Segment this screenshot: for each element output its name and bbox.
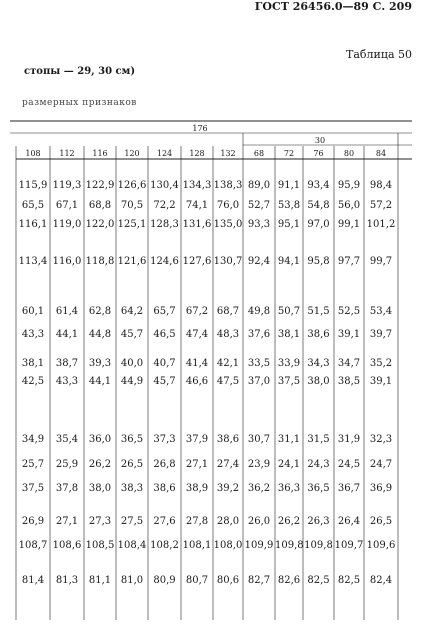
table-cell: 38,6 [153, 483, 176, 494]
table-cell: 32,3 [369, 434, 393, 445]
table-cell: 122,9 [85, 180, 115, 191]
table-cell: 130,4 [150, 180, 179, 191]
table-cell: 54,8 [307, 200, 330, 211]
table-cell: 52,7 [247, 200, 271, 211]
table-cell: 113,4 [18, 256, 48, 267]
table-cell: 38,3 [120, 483, 144, 494]
table-cell: 39,7 [369, 329, 393, 340]
table-cell: 53,8 [277, 200, 301, 211]
table-cell: 82,5 [337, 575, 361, 586]
table-cell: 27,1 [185, 459, 209, 470]
table-cell: 34,3 [307, 358, 330, 369]
table-cell: 27,5 [120, 516, 144, 527]
table-cell: 26,5 [369, 516, 393, 527]
table-cell: 38,0 [88, 483, 112, 494]
table-cell: 24,5 [337, 459, 361, 470]
table-cell: 131,6 [182, 219, 212, 230]
table-cell: 39,1 [369, 376, 393, 387]
table-cell: 26,4 [337, 516, 361, 527]
table-cell: 40,0 [120, 358, 144, 369]
table-cell: 65,5 [21, 200, 45, 211]
table-cell: 37,9 [185, 434, 209, 445]
table-cell: 44,8 [88, 329, 112, 340]
table-cell: 81,1 [88, 575, 112, 586]
table-cell: 72,2 [153, 200, 176, 211]
table-cell: 94,1 [277, 256, 301, 267]
table-cell: 80,7 [185, 575, 209, 586]
table-cell: 27,8 [185, 516, 209, 527]
table-cell: 109,8 [275, 540, 304, 551]
table-cell: 62,8 [88, 306, 112, 317]
column-header-76: 76 [313, 149, 324, 158]
table-cell: 118,8 [85, 256, 115, 267]
table-cell: 26,5 [120, 459, 144, 470]
table-cell: 45,7 [153, 376, 176, 387]
table-cell: 38,5 [337, 376, 361, 387]
table-cell: 47,5 [216, 376, 240, 387]
table-cell: 93,3 [247, 219, 271, 230]
table-cell: 30,7 [247, 434, 271, 445]
table-cell: 134,3 [182, 180, 212, 191]
group-header-30: 30 [314, 136, 326, 145]
column-header-68: 68 [253, 149, 265, 158]
table-cell: 37,0 [247, 376, 271, 387]
table-cell: 38,1 [21, 358, 45, 369]
table-cell: 26,0 [247, 516, 271, 527]
column-header-112: 112 [59, 149, 75, 158]
table-cell: 108,5 [85, 540, 115, 551]
table-cell: 44,1 [55, 329, 79, 340]
table-cell: 47,4 [185, 329, 209, 340]
table-cell: 44,1 [88, 376, 112, 387]
table-cell: 57,2 [369, 200, 393, 211]
table-cell: 36,3 [277, 483, 301, 494]
table-cell: 49,8 [247, 306, 271, 317]
table-cell: 38,6 [307, 329, 330, 340]
table-cell: 38,1 [277, 329, 301, 340]
table-cell: 44,9 [120, 376, 144, 387]
table-cell: 52,5 [337, 306, 361, 317]
table-cell: 60,1 [21, 306, 45, 317]
table-cell: 51,5 [307, 306, 330, 317]
table-cell: 39,3 [88, 358, 112, 369]
table-cell: 28,0 [216, 516, 240, 527]
table-cell: 34,9 [21, 434, 45, 445]
column-group-caption: размерных признаков [22, 98, 137, 108]
table-cell: 38,7 [55, 358, 79, 369]
table-cell: 53,4 [369, 306, 393, 317]
table-cell: 31,5 [307, 434, 330, 445]
table-cell: 25,7 [21, 459, 45, 470]
table-cell: 128,3 [150, 219, 179, 230]
table-cell: 68,7 [216, 306, 240, 317]
table-cell: 109,9 [244, 540, 274, 551]
table-cell: 61,4 [55, 306, 79, 317]
table-cell: 115,9 [18, 180, 48, 191]
table-cell: 108,0 [213, 540, 243, 551]
table-cell: 33,5 [247, 358, 271, 369]
table-cell: 124,6 [150, 256, 179, 267]
table-cell: 108,2 [150, 540, 179, 551]
table-cell: 67,2 [185, 306, 209, 317]
table-cell: 42,1 [216, 358, 240, 369]
table-cell: 31,1 [277, 434, 301, 445]
column-header-84: 84 [375, 149, 387, 158]
table-cell: 36,5 [120, 434, 144, 445]
table-cell: 43,3 [55, 376, 79, 387]
column-header-80: 80 [343, 149, 355, 158]
table-cell: 98,4 [369, 180, 393, 191]
table-cell: 43,3 [21, 329, 45, 340]
table-cell: 46,5 [153, 329, 176, 340]
table-cell: 37,5 [277, 376, 301, 387]
table-cell: 109,6 [366, 540, 396, 551]
column-header-132: 132 [220, 149, 236, 158]
column-header-72: 72 [283, 149, 295, 158]
table-cell: 26,2 [88, 459, 112, 470]
table-cell: 74,1 [185, 200, 209, 211]
column-header-124: 124 [156, 149, 173, 158]
table-number-label: Таблица 50 [346, 48, 412, 61]
table-cell: 36,0 [88, 434, 112, 445]
table-cell: 108,7 [18, 540, 48, 551]
table-cell: 23,9 [247, 459, 271, 470]
table-cell: 127,6 [182, 256, 212, 267]
table-cell: 95,9 [337, 180, 361, 191]
table-cell: 38,6 [216, 434, 240, 445]
table-cell: 89,0 [247, 180, 271, 191]
table-cell: 108,6 [52, 540, 82, 551]
table-cell: 76,0 [216, 200, 240, 211]
table-cell: 70,5 [120, 200, 144, 211]
table-cell: 26,9 [21, 516, 45, 527]
table-cell: 80,6 [216, 575, 240, 586]
table-cell: 41,4 [185, 358, 209, 369]
table-cell: 27,6 [153, 516, 176, 527]
table-subtitle: стопы — 29, 30 см) [24, 66, 136, 77]
table-cell: 82,6 [277, 575, 301, 586]
table-cell: 125,1 [117, 219, 147, 230]
table-cell: 119,0 [52, 219, 82, 230]
table-cell: 36,7 [337, 483, 361, 494]
table-cell: 108,1 [182, 540, 212, 551]
table-cell: 121,6 [117, 256, 147, 267]
table-cell: 81,4 [21, 575, 45, 586]
table-cell: 101,2 [366, 219, 396, 230]
table-cell: 38,9 [185, 483, 209, 494]
table-cell: 35,4 [55, 434, 79, 445]
table-cell: 24,1 [277, 459, 301, 470]
table-cell: 95,1 [277, 219, 301, 230]
table-cell: 92,4 [247, 256, 271, 267]
table-cell: 39,2 [216, 483, 240, 494]
table-cell: 93,4 [307, 180, 330, 191]
table-cell: 67,1 [55, 200, 79, 211]
table-cell: 36,2 [247, 483, 271, 494]
table-cell: 126,6 [117, 180, 147, 191]
table-cell: 26,8 [153, 459, 176, 470]
column-header-116: 116 [92, 149, 108, 158]
table-cell: 97,0 [307, 219, 330, 230]
table-cell: 108,4 [117, 540, 147, 551]
table-cell: 81,0 [120, 575, 144, 586]
table-cell: 45,7 [120, 329, 144, 340]
table-cell: 24,3 [307, 459, 330, 470]
table-cell: 27,1 [55, 516, 79, 527]
page-header-standard: ГОСТ 26456.0—89 С. 209 [254, 0, 412, 13]
table-cell: 36,5 [307, 483, 330, 494]
table-cell: 31,9 [337, 434, 361, 445]
table-cell: 91,1 [277, 180, 301, 191]
table-cell: 80,9 [153, 575, 176, 586]
table-cell: 48,3 [216, 329, 240, 340]
table-cell: 119,3 [52, 180, 82, 191]
table-cell: 34,7 [337, 358, 361, 369]
column-header-108: 108 [25, 149, 41, 158]
table-cell: 37,6 [247, 329, 271, 340]
table-cell: 82,4 [369, 575, 393, 586]
table-cell: 37,5 [21, 483, 45, 494]
table-cell: 26,2 [277, 516, 301, 527]
table-cell: 68,8 [88, 200, 112, 211]
table-cell: 50,7 [277, 306, 301, 317]
table-cell: 64,2 [120, 306, 144, 317]
table-cell: 27,3 [88, 516, 112, 527]
table-cell: 138,3 [213, 180, 243, 191]
table-cell: 40,7 [153, 358, 176, 369]
table-cell: 35,2 [369, 358, 393, 369]
table-cell: 82,7 [247, 575, 271, 586]
table-cell: 38,0 [307, 376, 330, 387]
table-cell: 27,4 [216, 459, 240, 470]
table-cell: 36,9 [369, 483, 393, 494]
table-cell: 37,8 [55, 483, 79, 494]
table-cell: 135,0 [213, 219, 243, 230]
table-cell: 65,7 [153, 306, 176, 317]
table-cell: 46,6 [185, 376, 209, 387]
table-cell: 25,9 [55, 459, 79, 470]
table-cell: 99,7 [369, 256, 393, 267]
table-cell: 26,3 [307, 516, 330, 527]
table-cell: 81,3 [55, 575, 79, 586]
group-header-176: 176 [192, 124, 208, 133]
table-cell: 116,1 [18, 219, 48, 230]
table-cell: 33,9 [277, 358, 301, 369]
table-cell: 116,0 [52, 256, 82, 267]
table-cell: 130,7 [213, 256, 243, 267]
table-cell: 97,7 [337, 256, 361, 267]
column-header-120: 120 [124, 149, 140, 158]
table-cell: 82,5 [307, 575, 330, 586]
table-cell: 122,0 [85, 219, 115, 230]
table-cell: 109,7 [334, 540, 364, 551]
table-cell: 99,1 [337, 219, 361, 230]
table-cell: 109,8 [304, 540, 333, 551]
table-cell: 24,7 [369, 459, 393, 470]
table-cell: 95,8 [307, 256, 330, 267]
table-cell: 42,5 [21, 376, 45, 387]
table-cell: 39,1 [337, 329, 361, 340]
table-cell: 37,3 [153, 434, 176, 445]
column-header-128: 128 [189, 149, 205, 158]
table-cell: 56,0 [337, 200, 361, 211]
